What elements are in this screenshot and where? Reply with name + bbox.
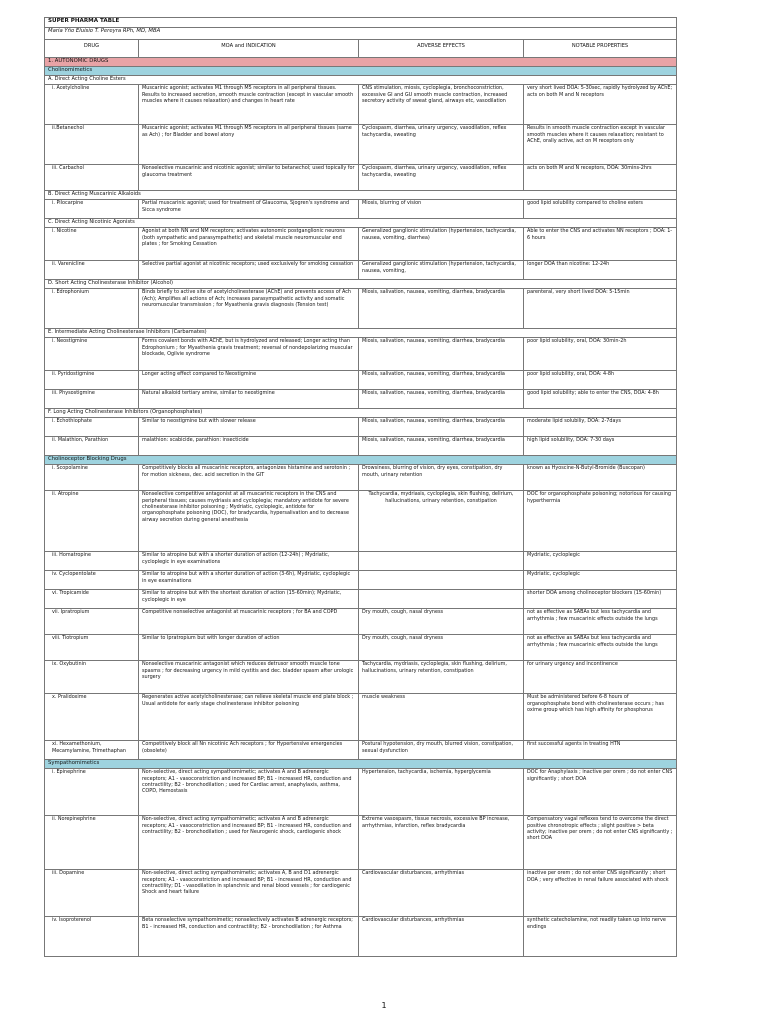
notable-properties-cell: DOC for organophosphate poisoning; notorious for causing hyperthermia xyxy=(524,491,677,552)
drug-name-cell: ix. Oxybutinin xyxy=(45,661,139,694)
adverse-effects-cell: Miosis, salivation, nausea, vomiting, diarrhea, bradycardia xyxy=(359,390,524,409)
moa-indication-cell: malathion: scabicide, parathion: insecticide xyxy=(139,437,359,456)
notable-properties-cell: Compensatory vagal reflexes tend to overcome the direct positive chronotropic effects ; slight positive > beta activity; inactive per orem ; do not enter CNS significantly ; short DOA xyxy=(524,816,677,870)
table-row xyxy=(45,289,677,329)
table-row xyxy=(45,694,677,741)
table-row xyxy=(45,465,677,491)
adverse-effects-cell: Tachycardia, mydriasis, cycloplegia, skin flushing, delirium, hallucinations, urinary retention, constipation xyxy=(359,661,524,694)
notable-properties-cell: Must be administered before 6-8 hours of organophosphate bond with cholinesterase occurs ; has oxime group which has high affinity for phosphorus xyxy=(524,694,677,741)
table-row xyxy=(45,338,677,371)
subgroup-heading: F. Long Acting Cholinesterase Inhibitors (Organophosphates) xyxy=(45,409,677,418)
table-row xyxy=(45,635,677,661)
table-title: SUPER PHARMA TABLE xyxy=(45,18,677,28)
subgroup-heading-row xyxy=(45,191,677,200)
drug-name-cell: viii. Tiotropium xyxy=(45,635,139,661)
adverse-effects-cell: Tachycardia, mydriasis, cycloplegia, skin flushing, delirium, hallucinations, urinary retention, constipation xyxy=(359,491,524,552)
column-header-drug: DRUG xyxy=(45,40,139,58)
notable-properties-cell: poor lipid solubility, oral, DOA: 30min-2h xyxy=(524,338,677,371)
author-line: Maria Yño Eluisio T. Pereyra RPh, MD, MBA xyxy=(45,28,677,40)
group-heading: Sympathomimetics xyxy=(45,760,677,769)
drug-name-cell: vii. Ipratropium xyxy=(45,609,139,635)
group-heading: Cholinomimetics xyxy=(45,67,677,76)
adverse-effects-cell: Hypertension, tachycardia, ischemia, hyperglycemia xyxy=(359,769,524,816)
drug-name-cell: xi. Hexamethonium, Mecamylamine, Trimethaphan xyxy=(45,741,139,760)
moa-indication-cell: Longer acting effect compared to Neostigmine xyxy=(139,371,359,390)
adverse-effects-cell: Extreme vasospasm, tissue necrosis, excessive BP increase, arrhythmias, infarction, reflex bradycardia xyxy=(359,816,524,870)
table-row xyxy=(45,437,677,456)
drug-name-cell: iii. Dopamine xyxy=(45,870,139,917)
table-row xyxy=(45,741,677,760)
notable-properties-cell: Able to enter the CNS and activates NN receptors ; DOA: 1-6 hours xyxy=(524,228,677,261)
table-row xyxy=(45,661,677,694)
drug-class-heading-row xyxy=(45,67,677,76)
group-heading: Cholinoceptor Blocking Drugs xyxy=(45,456,677,465)
notable-properties-cell: inactive per orem ; do not enter CNS significantly ; short DOA ; very effective in renal failure associated with shock xyxy=(524,870,677,917)
notable-properties-cell: for urinary urgency and incontinence xyxy=(524,661,677,694)
subgroup-heading: D. Short Acting Cholinesterase Inhibitor (Alcohol) xyxy=(45,280,677,289)
drug-name-cell: ii. Malathion, Parathion xyxy=(45,437,139,456)
moa-indication-cell: Natural alkaloid tertiary amine, similar to neostigmine xyxy=(139,390,359,409)
table-row xyxy=(45,590,677,609)
moa-indication-cell: Agonist at both NN and NM receptors; activates autonomic postganglionic neurons (both sympathetic and parasympathetic) and skeletal muscle neuromuscular end plates ; for Smoking Cessation xyxy=(139,228,359,261)
drug-name-cell: i. Edrophonium xyxy=(45,289,139,329)
notable-properties-cell: longer DOA than nicotine: 12-24h xyxy=(524,261,677,280)
table-row xyxy=(45,609,677,635)
drug-name-cell: iv. Isoproterenol xyxy=(45,917,139,957)
notable-properties-cell: Mydriatic, cycloplegic xyxy=(524,552,677,571)
moa-indication-cell: Partial muscarinic agonist; used for treatment of Glaucoma, Sjogren's syndrome and Sicca syndrome xyxy=(139,200,359,219)
adverse-effects-cell: Generalized ganglionic stimulation (hypertension, tachycardia, nausea, vomiting, xyxy=(359,261,524,280)
adverse-effects-cell: Postural hypotension, dry mouth, blurred vision, constipation, sexual dysfunction xyxy=(359,741,524,760)
notable-properties-cell: very short lived DOA: 5-30sec, rapidly hydrolyzed by AChE; acts on both M and N receptors xyxy=(524,85,677,125)
table-row xyxy=(45,390,677,409)
adverse-effects-cell: Miosis, salivation, nausea, vomiting, diarrhea, bradycardia xyxy=(359,437,524,456)
notable-properties-cell: poor lipid solubility, oral, DOA: 4-8h xyxy=(524,371,677,390)
subgroup-heading-row xyxy=(45,280,677,289)
moa-indication-cell: Similar to atropine but with a shorter duration of action (3-6h), Mydriatic, cycloplegic in eye examinations xyxy=(139,571,359,590)
adverse-effects-cell: Drowsiness, blurring of vision, dry eyes, constipation, dry mouth, urinary retention xyxy=(359,465,524,491)
drug-name-cell: x. Pralidoxime xyxy=(45,694,139,741)
table-row xyxy=(45,200,677,219)
notable-properties-cell: first successful agents in treating HTN xyxy=(524,741,677,760)
notable-properties-cell: not as effective as SABAs but less tachycardia and arrhythmia ; few muscarinic effects outside the lungs xyxy=(524,609,677,635)
notable-properties-cell: not as effective as SABAs but less tachycardia and arrhythmia ; few muscarinic effects outside the lungs xyxy=(524,635,677,661)
moa-indication-cell: Non-selective, direct acting sympathomimetic; activates A and B adrenergic receptors; A1 - vasoconstriction and increased BP; B1 - increased HR, conduction and contractility; B2 - bronchodilation ; used for Neurogenic shock, cardiogenic shock xyxy=(139,816,359,870)
notable-properties-cell: shorter DOA among cholinoceptor blockers (15-60min) xyxy=(524,590,677,609)
table-row xyxy=(45,769,677,816)
title-row xyxy=(45,18,677,28)
adverse-effects-cell xyxy=(359,590,524,609)
moa-indication-cell: Regenerates active acetylcholinesterase; can relieve skeletal muscle end plate block ; Usual antidote for early stage cholinesterase inhibitor poisoning xyxy=(139,694,359,741)
subgroup-heading-row xyxy=(45,409,677,418)
notable-properties-cell: high lipid solubility, DOA: 7-30 days xyxy=(524,437,677,456)
subgroup-heading-row xyxy=(45,219,677,228)
moa-indication-cell: Nonselective muscarinic and nicotinic agonist; similar to betanechol; used topically for glaucoma treatment xyxy=(139,165,359,191)
adverse-effects-cell: Miosis, salivation, nausea, vomiting, diarrhea, bradycardia xyxy=(359,418,524,437)
notable-properties-cell: acts on both M and N receptors, DOA: 30mins-2hrs xyxy=(524,165,677,191)
moa-indication-cell: Selective partial agonist at nicotinic receptors; used exclusively for smoking cessation xyxy=(139,261,359,280)
adverse-effects-cell: Cyclospasm, diarrhea, urinary urgency, vasodilation, reflex tachycardia, sweating xyxy=(359,125,524,165)
moa-indication-cell: Binds briefly to active site of acetylcholinesterase (AChE) and prevents access of Ach (Ach); Amplifies all actions of Ach; increases parasympathetic activity and somatic neuromuscular transmission ; for Myasthenia gravis diagnosis (Tension test) xyxy=(139,289,359,329)
column-header-notable-properties: NOTABLE PROPERTIES xyxy=(524,40,677,58)
drug-name-cell: i. Nicotine xyxy=(45,228,139,261)
table-row xyxy=(45,371,677,390)
authors-row xyxy=(45,28,677,40)
moa-indication-cell: Nonselective muscarinic antagonist which reduces detrusor smooth muscle tone spasms ; for decreasing urgency in mild cystitis and dec. bladder spasm after urologic surgery xyxy=(139,661,359,694)
adverse-effects-cell: Cardiovascular disturbances, arrhythmias xyxy=(359,917,524,957)
drug-name-cell: ii.Betanechol xyxy=(45,125,139,165)
table-row xyxy=(45,261,677,280)
adverse-effects-cell: Miosis, blurring of vision xyxy=(359,200,524,219)
pharma-table-body xyxy=(45,18,677,957)
drug-class-heading-row xyxy=(45,456,677,465)
page-number: 1 xyxy=(381,1001,387,1010)
moa-indication-cell: Competitive nonselective antagonist at muscarinic receptors ; for BA and COPD xyxy=(139,609,359,635)
drug-name-cell: i. Pilocarpine xyxy=(45,200,139,219)
drug-name-cell: iii. Homatropine xyxy=(45,552,139,571)
moa-indication-cell: Nonselective competitive antagonist at all muscarinic receptors in the CNS and peripheral tissues; causes mydriasis and cycloplegia; mandatory antidote for severe cholinesterase inhibitor poisoning ; Mydriatic, cycloplegic, antidote for organophosphate poisoning (DOC), for bradycardia, hypersalivation and to decrease airway secretion during general anesthesia xyxy=(139,491,359,552)
column-header-adverse-effects: ADVERSE EFFECTS xyxy=(359,40,524,58)
section-heading: 1. AUTONOMIC DRUGS xyxy=(45,58,677,67)
notable-properties-cell: moderate lipid solubiliy, DOA: 2-7days xyxy=(524,418,677,437)
table-row xyxy=(45,552,677,571)
table-row xyxy=(45,917,677,957)
adverse-effects-cell xyxy=(359,552,524,571)
adverse-effects-cell: muscle weakness xyxy=(359,694,524,741)
notable-properties-cell: DOC for Anaphylaxis ; inactive per orem ; do not enter CNS significantly ; short DOA xyxy=(524,769,677,816)
pharma-table-sheet xyxy=(44,17,676,957)
subgroup-heading-row xyxy=(45,76,677,85)
moa-indication-cell: Beta nonselective sympathomimetic; nonselectively activates B adrenergic receptors; B1 - increased HR, conduction and contractility; B2 - bronchodilation ; for Asthma xyxy=(139,917,359,957)
moa-indication-cell: Similar to neostigmine but with slower release xyxy=(139,418,359,437)
table-row xyxy=(45,228,677,261)
notable-properties-cell: good lipid solubility compared to choline esters xyxy=(524,200,677,219)
drug-name-cell: ii. Varenicline xyxy=(45,261,139,280)
moa-indication-cell: Non-selective, direct acting sympathomimetic; activates A and B adrenergic receptors; A1 - vasoconstriction and increased BP; B1 - increased HR, conduction and contractility; B2 - bronchodilation ; used for Cardiac arrest, anaphylaxis, asthma, COPD, Hemostasis xyxy=(139,769,359,816)
table-row xyxy=(45,85,677,125)
column-header-row xyxy=(45,40,677,58)
notable-properties-cell: known as Hyoscine-N-Butyl-Bromide (Buscopan) xyxy=(524,465,677,491)
table-row xyxy=(45,418,677,437)
subgroup-heading: C. Direct Acting Nicotinic Agonists xyxy=(45,219,677,228)
adverse-effects-cell: Generalized ganglionic stimulation (hypertension, tachycardia, nausea, vomiting, diarrhea) xyxy=(359,228,524,261)
table-row xyxy=(45,571,677,590)
moa-indication-cell: Similar to Ipratropium but with longer duration of action xyxy=(139,635,359,661)
drug-name-cell: iii. Carbachol xyxy=(45,165,139,191)
table-row xyxy=(45,165,677,191)
notable-properties-cell: Mydriatic, cycloplegic xyxy=(524,571,677,590)
adverse-effects-cell: CNS stimulation, miosis, cycloplegia, bronchoconstriction, excessive GI and GU smooth muscle contraction, increased secretory activity of sweat gland, airways etc, vasodilation xyxy=(359,85,524,125)
table-row xyxy=(45,816,677,870)
table-row xyxy=(45,491,677,552)
adverse-effects-cell: Miosis, salivation, nausea, vomiting, diarrhea, bradycardia xyxy=(359,371,524,390)
moa-indication-cell: Muscarinic agonist; activates M1 through M5 receptors in all peripheral tissues (same as Ach) ; for Bladder and bowel atony xyxy=(139,125,359,165)
subgroup-heading: E. Intermediate Acting Cholinesterase Inhibitors (Carbamates) xyxy=(45,329,677,338)
notable-properties-cell: good lipid solubility; able to enter the CNS, DOA: 4-8h xyxy=(524,390,677,409)
moa-indication-cell: Similar to atropine but with the shortest duration of action (15-60min); Mydriatic, cycloplegic in eye xyxy=(139,590,359,609)
drug-name-cell: iii. Physostigmine xyxy=(45,390,139,409)
adverse-effects-cell: Miosis, salivation, nausea, vomiting, diarrhea, bradycardia xyxy=(359,338,524,371)
adverse-effects-cell: Dry mouth, cough, nasal dryness xyxy=(359,635,524,661)
drug-name-cell: iv. Cyclopentolate xyxy=(45,571,139,590)
adverse-effects-cell: Cyclospasm, diarrhea, urinary urgency, vasodilation, reflex tachycardia, sweating xyxy=(359,165,524,191)
drug-name-cell: vi. Tropicamide xyxy=(45,590,139,609)
drug-name-cell: ii. Pyridostigmine xyxy=(45,371,139,390)
subgroup-heading-row xyxy=(45,329,677,338)
drug-name-cell: i. Epinephrine xyxy=(45,769,139,816)
drug-name-cell: i. Neostigmine xyxy=(45,338,139,371)
drug-name-cell: ii. Atropine xyxy=(45,491,139,552)
table-row xyxy=(45,125,677,165)
moa-indication-cell: Similar to atropine but with a shorter duration of action (12-24h) ; Mydriatic, cycloplegic in eye examinations xyxy=(139,552,359,571)
subgroup-heading: A. Direct Acting Choline Esters xyxy=(45,76,677,85)
notable-properties-cell: Results in smooth muscle contraction except in vascular smooth muscles where it causes relaxation; resistant to AChE, orally active, act on M receptors only xyxy=(524,125,677,165)
notable-properties-cell: parenteral, very short lived DOA: 5-15min xyxy=(524,289,677,329)
moa-indication-cell: Competitively blocks all muscarinic receptors, antagonizes histamine and serotonin ; for motion sickness, dec. acid secretion in the GIT xyxy=(139,465,359,491)
section-heading-row xyxy=(45,58,677,67)
column-header-moa: MOA and INDICATION xyxy=(139,40,359,58)
drug-class-heading-row xyxy=(45,760,677,769)
table-row xyxy=(45,870,677,917)
moa-indication-cell: Non-selective, direct acting sympathomimetic; activates A, B and D1 adrenergic receptors; A1 - vasoconstriction and increased BP; B1 - increased HR, conduction and contractility; D1 - vasodilation in splanchnic and renal blood vessels ; for cardiogenic Shock and heart failure xyxy=(139,870,359,917)
subgroup-heading: B. Direct Acting Muscarinic Alkaloids xyxy=(45,191,677,200)
drug-name-cell: ii. Norepinephrine xyxy=(45,816,139,870)
notable-properties-cell: synthetic catecholamine, not readily taken up into nerve endings xyxy=(524,917,677,957)
adverse-effects-cell xyxy=(359,571,524,590)
moa-indication-cell: Forms covalent bonds with AChE, but is hydrolyzed and released; Longer acting than Edrophonium ; for Myasthenia gravis treatment; reversal of nondepolarizing muscular blockade, Ogilvie syndrome xyxy=(139,338,359,371)
adverse-effects-cell: Dry mouth, cough, nasal dryness xyxy=(359,609,524,635)
adverse-effects-cell: Cardiovascular disturbances, arrhythmias xyxy=(359,870,524,917)
adverse-effects-cell: Miosis, salivation, nausea, vomiting, diarrhea, bradycardia xyxy=(359,289,524,329)
pharma-table xyxy=(44,17,677,957)
drug-name-cell: i. Scopolamine xyxy=(45,465,139,491)
drug-name-cell: i. Echothiophate xyxy=(45,418,139,437)
drug-name-cell: i. Acetylcholine xyxy=(45,85,139,125)
moa-indication-cell: Muscarinic agonist; activates M1 through M5 receptors in all peripheral tissues. Results to increased secretion, smooth muscle contraction (except in vascular smooth muscles where it causes relaxation) and changes in heart rate xyxy=(139,85,359,125)
moa-indication-cell: Competitively block all Nn nicotinic Ach receptors ; for Hypertensive emergencies (obsolete) xyxy=(139,741,359,760)
